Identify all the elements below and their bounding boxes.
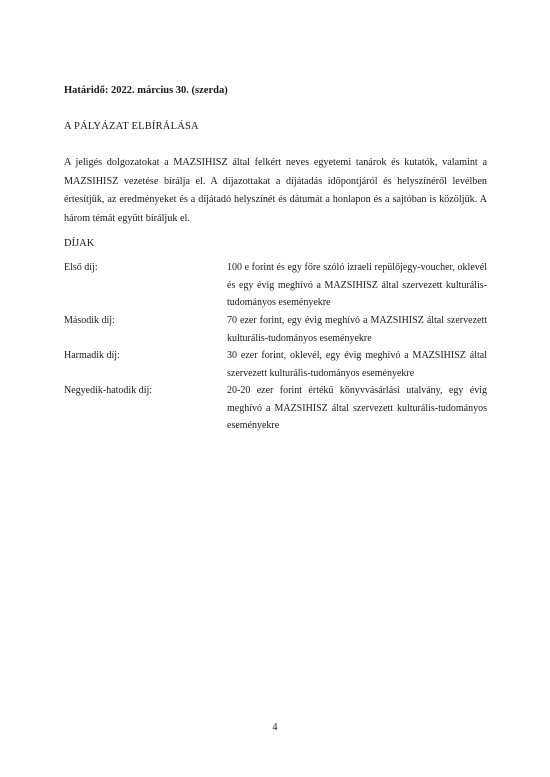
prize-label: Első díj: [64,262,98,273]
evaluation-paragraph: A jeligés dolgozatokat a MAZSIHISZ által felkért neves egyetemi tanárok és kutatók, valamint a MAZSIHISZ vezetése bírálja el. A díjazottakat a díjátadás időpontjáról és helyszínéről levélben értesítjük, az eredményeket és a díjátadó helyszínét és dátumát a honlapon és a sajtóban is közöljük. A három témát együtt bíráljuk el. [64,157,487,224]
prizes-title: DÍJAK [64,238,95,249]
page-number: 4 [272,722,278,733]
prize-description: 20-20 ezer forint értékű könyvvásárlási utalvány, egy évig meghívó a MAZSIHISZ által szervezett kulturális-tudományos eseményekre [227,385,487,431]
prize-description: 100 e forint és egy főre szóló izraeli repülőjegy-voucher, oklevél és egy évig meghívó a MAZSIHISZ által szervezett kulturális-tudományos eseményekre [227,262,487,308]
prize-label: Második díj: [64,315,115,326]
prize-label: Negyedik-hatodik díj: [64,385,153,396]
prize-description: 70 ezer forint, egy évig meghívó a MAZSIHISZ által szervezett kulturális-tudományos eseményekre [227,315,487,344]
deadline-line: Határidő: 2022. március 30. (szerda) [64,85,228,96]
prize-label: Harmadik díj: [64,350,120,361]
prize-description: 30 ezer forint, oklevél, egy évig meghívó a MAZSIHISZ által szervezett kulturális-tudományos eseményekre [227,350,487,379]
section-title: A PÁLYÁZAT ELBÍRÁLÁSA [64,121,199,132]
